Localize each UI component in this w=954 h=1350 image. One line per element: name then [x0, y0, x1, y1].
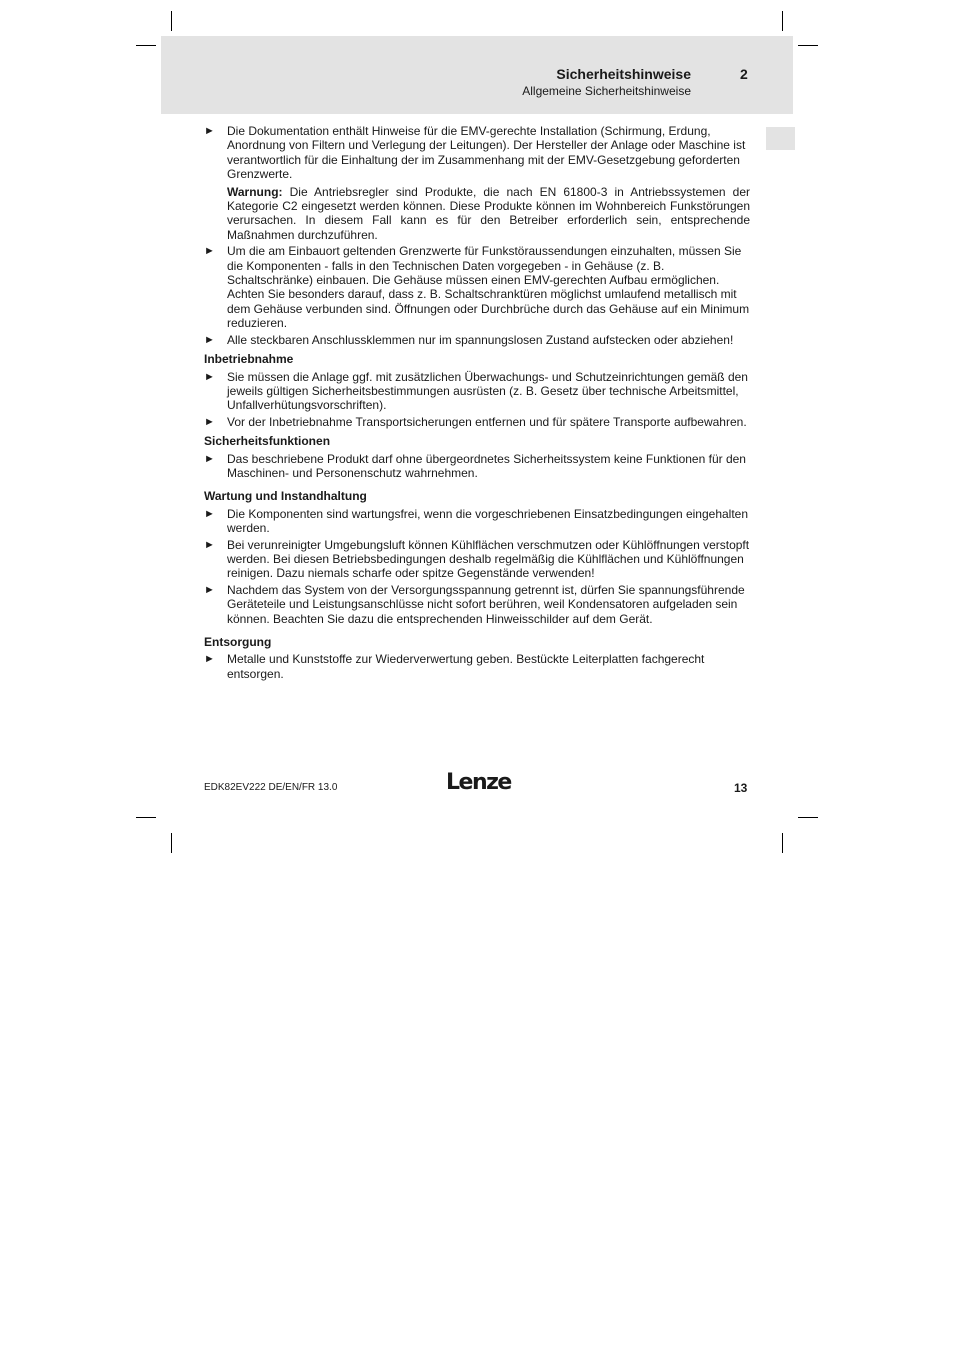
section-title-sicherheitsfunktionen: Sicherheitsfunktionen [204, 434, 331, 449]
bullet-arrow-icon: ► [204, 125, 215, 137]
section-title-wartung: Wartung und Instandhaltung [204, 489, 367, 504]
list-item [204, 244, 750, 330]
bullet-arrow-icon: ► [204, 538, 215, 551]
page-number: 13 [734, 781, 748, 795]
list-item [204, 333, 750, 347]
list-item [204, 452, 750, 481]
document-id: EDK82EV222 DE/EN/FR 13.0 [204, 782, 338, 793]
crop-mark [136, 45, 156, 46]
main-content [204, 124, 750, 683]
list-item [204, 124, 750, 242]
paragraph: Vor der Inbetriebnahme Transportsicherungen entfernen und für spätere Transporte aufbewahren. [227, 414, 747, 429]
paragraph: Das beschriebene Produkt darf ohne übergeordnetes Sicherheitssystem keine Funktionen für den Maschinen- und Personenschutz wahrnehmen. [227, 451, 746, 480]
bullet-arrow-icon: ► [204, 452, 215, 465]
lenze-logo: Lenze [446, 770, 511, 795]
crop-mark [782, 833, 783, 853]
bullet-arrow-icon: ► [204, 653, 215, 666]
warning-paragraph [227, 185, 750, 243]
list-item [204, 538, 750, 581]
section-title-entsorgung: Entsorgung [204, 635, 272, 649]
paragraph: Die Dokumentation enthält Hinweise für die EMV-gerechte Installation (Schirmung, Erdung, Anordnung von Filtern und Verlegung der Leitungen). Der Hersteller der Anlage oder Maschine ist verantwortlich für die Einhaltung der im Zusammenhang mit der EMV-Gesetzgebung geforderten Grenzwerte. [227, 124, 746, 182]
crop-mark [136, 817, 156, 818]
page-subtitle: Allgemeine Sicherheitshinweise [522, 84, 691, 98]
crop-mark [798, 817, 818, 818]
warning-text: Die Antriebsregler sind Produkte, die nach EN 61800-3 in Antriebssystemen der Kategorie C2 eingesetzt werden können. Diese Produkte können im Wohnbereich Funkstörungen verursachen. In diesem Fall kann es für den Betreiber erforderlich sein, entsprechende Maßnahmen durchzuführen. [227, 184, 750, 242]
paragraph: Die Komponenten sind wartungsfrei, wenn die vorgeschriebenen Einsatzbedingungen eingehalten werden. [227, 506, 749, 536]
paragraph: Metalle und Kunststoffe zur Wiederverwertung geben. Bestückte Leiterplatten fachgerecht entsorgen. [227, 652, 705, 681]
chapter-side-tab [766, 127, 795, 150]
list-item [204, 507, 750, 536]
paragraph: Alle steckbaren Anschlussklemmen nur im spannungslosen Zustand aufstecken oder abziehen! [227, 332, 734, 347]
paragraph: Um die am Einbauort geltenden Grenzwerte für Funkstöraussendungen einzuhalten, müssen Sie die Komponenten - falls in den Technischen Daten vorgegeben - in Gehäuse (z. B. Schaltschränke) einbauen. Die Gehäuse müssen einen EMV-gerechten Aufbau ermöglichen. Achten Sie besonders darauf, dass z. B. Schaltschranktüren möglichst umlaufend metallisch mit dem Gehäuse verbunden sind. Öffnungen oder Durchbrüche durch das Gehäuse auf ein Minimum reduzieren. [227, 244, 750, 331]
bullet-arrow-icon: ► [204, 370, 215, 383]
list-item [204, 370, 750, 413]
bullet-arrow-icon: ► [204, 507, 215, 520]
page-title: Sicherheitshinweise [556, 66, 691, 82]
list-item [204, 583, 750, 626]
bullet-arrow-icon: ► [204, 415, 215, 428]
bullet-arrow-icon: ► [204, 333, 215, 346]
warning-label: Warnung: [227, 184, 283, 199]
list-item [204, 415, 750, 429]
chapter-number: 2 [740, 66, 748, 82]
crop-mark [171, 11, 172, 31]
bullet-arrow-icon: ► [204, 245, 215, 258]
paragraph: Bei verunreinigter Umgebungsluft können Kühlflächen verschmutzen oder Kühlöffnungen verstopft werden. Bei diesen Betriebsbedingungen deshalb regelmäßig die Kühlflächen und Kühlöffnungen reinigen. Dazu niemals scharfe oder spitze Gegenstände verwenden! [227, 537, 750, 581]
paragraph: Nachdem das System von der Versorgungsspannung getrennt ist, dürfen Sie spannungsführende Geräteteile und Leistungsanschlüsse nicht sofort berühren, weil Kondensatoren aufgeladen sein können. Beachten Sie dazu die entsprechenden Hinweisschilder auf dem Gerät. [227, 582, 745, 626]
crop-mark [782, 11, 783, 31]
header-band [161, 36, 793, 114]
paragraph: Sie müssen die Anlage ggf. mit zusätzlichen Überwachungs- und Schutzeinrichtungen gemäß den jeweils gültigen Sicherheitsbestimmungen ausrüsten (z. B. Gesetz über technische Arbeitsmittel, Unfallverhütungsvorschriften). [227, 369, 748, 413]
crop-mark [171, 833, 172, 853]
section-title-inbetriebnahme: Inbetriebnahme [204, 352, 294, 367]
bullet-arrow-icon: ► [204, 583, 215, 596]
list-item [204, 652, 750, 681]
crop-mark [798, 45, 818, 46]
